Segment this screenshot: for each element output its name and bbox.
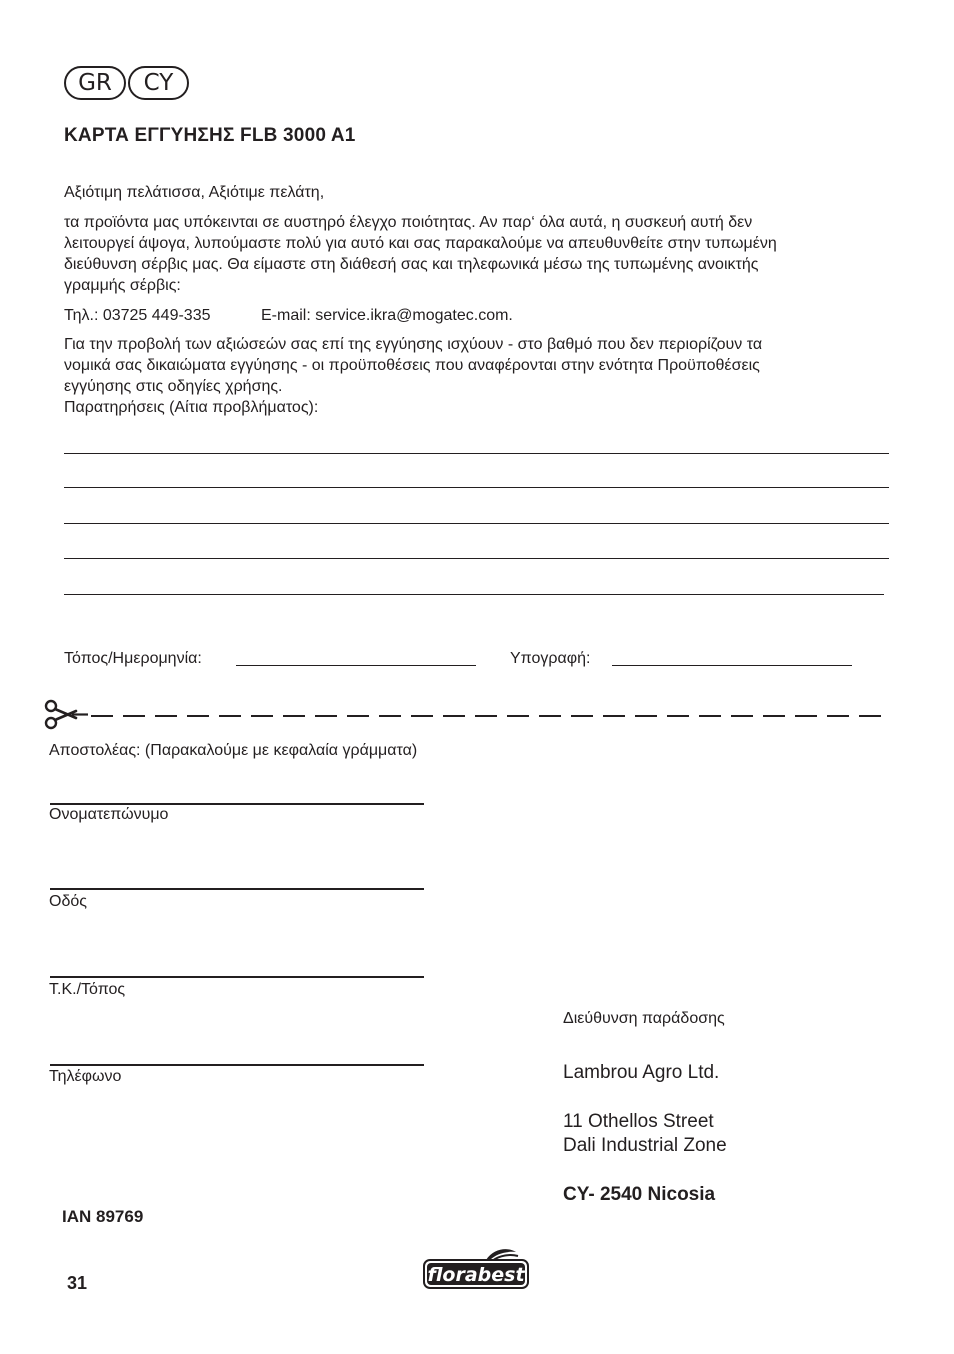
cut-line-dash <box>379 715 401 717</box>
intro-line: τα προϊόντα μας υπόκεινται σε αυστηρό έλεγχο ποιότητας. Αν παρ‘ όλα αυτά, η συσκευή αυτή δεν <box>64 214 753 231</box>
postal-city-label: Τ.Κ./Τόπος <box>49 981 126 998</box>
cut-line-dash <box>187 715 209 717</box>
street-field[interactable] <box>50 888 424 890</box>
cut-line-dash <box>219 715 241 717</box>
place-date-label: Τόπος/Ημερομηνία: <box>64 650 202 667</box>
cut-line-dash <box>123 715 145 717</box>
svg-text:florabest: florabest <box>427 1264 525 1286</box>
remarks-line[interactable] <box>64 487 889 488</box>
cut-line-dash <box>635 715 657 717</box>
cut-line-dash <box>91 715 113 717</box>
intro-line: γραμμής σέρβις: <box>64 277 181 294</box>
cut-line-dash <box>763 715 785 717</box>
cut-line-dash <box>571 715 593 717</box>
page-title: ΚΑΡΤΑ ΕΓΓΥΗΣΗΣ FLB 3000 A1 <box>64 125 356 146</box>
country-badge-cy: CY <box>128 66 189 100</box>
warranty-line: νομικά σας δικαιώματα εγγύησης - οι προϋποθέσεις που αναφέρονται στην ενότητα Προϋποθέσεις <box>64 357 760 374</box>
contact-email[interactable]: E-mail: service.ikra@mogatec.com. <box>261 307 513 324</box>
place-date-line[interactable] <box>236 665 476 666</box>
intro-line: διεύθυνση σέρβις μας. Θα είμαστε στη διάθεσή σας και τηλεφωνικά μέσω της τυπωμένης ανοικτής <box>64 256 759 273</box>
cut-line-dash <box>699 715 721 717</box>
cut-line-dash <box>827 715 849 717</box>
signature-label: Υπογραφή: <box>510 650 591 667</box>
scissors-icon <box>42 699 90 731</box>
delivery-city: CY- 2540 Nicosia <box>563 1184 716 1205</box>
cut-line-dash <box>475 715 497 717</box>
delivery-street: 11 Othellos Street <box>563 1111 714 1132</box>
remarks-label: Παρατηρήσεις (Αίτια προβλήματος): <box>64 399 319 416</box>
cut-line-dash <box>731 715 753 717</box>
intro-paragraph <box>64 212 894 296</box>
greeting-text: Αξιότιμη πελάτισσα, Αξιότιμε πελάτη, <box>64 184 325 201</box>
remarks-line[interactable] <box>64 558 889 559</box>
cut-line-dash <box>155 715 177 717</box>
warranty-paragraph <box>64 334 894 418</box>
street-label: Οδός <box>49 893 87 910</box>
cut-line-dash <box>507 715 529 717</box>
signature-line[interactable] <box>612 665 852 666</box>
remarks-line[interactable] <box>64 594 884 595</box>
florabest-logo <box>422 1246 530 1290</box>
cut-line-dash <box>283 715 305 717</box>
remarks-line[interactable] <box>64 453 889 454</box>
sender-label: Αποστολέας: (Παρακαλούμε με κεφαλαία γράμματα) <box>49 742 418 759</box>
contact-phone: Τηλ.: 03725 449-335 <box>64 307 211 324</box>
cut-line-dash <box>859 715 881 717</box>
phone-field[interactable] <box>50 1064 424 1066</box>
intro-line: λειτουργεί άψογα, λυπούμαστε πολύ για αυτό και σας παρακαλούμε να απευθυνθείτε στην τυπωμένη <box>64 235 777 252</box>
cut-line-dash <box>251 715 273 717</box>
phone-label: Τηλέφωνο <box>49 1068 122 1085</box>
full-name-label: Ονοματεπώνυμο <box>49 806 169 823</box>
delivery-zone: Dali Industrial Zone <box>563 1135 727 1156</box>
cut-line-dash <box>411 715 433 717</box>
warranty-line: Για την προβολή των αξιώσεών σας επί της εγγύησης ισχύουν - στο βαθμό που δεν περιορίζουν τα <box>64 336 763 353</box>
cut-line-dash <box>667 715 689 717</box>
cut-line-dash <box>443 715 465 717</box>
page-number: 31 <box>67 1273 88 1293</box>
delivery-company: Lambrou Agro Ltd. <box>563 1062 720 1083</box>
postal-city-field[interactable] <box>50 976 424 978</box>
cut-line-dash <box>603 715 625 717</box>
cut-line-dash <box>795 715 817 717</box>
country-badge-gr: GR <box>64 66 126 100</box>
ian-number: IAN 89769 <box>62 1207 144 1226</box>
full-name-field[interactable] <box>50 803 424 805</box>
cut-line-dash <box>539 715 561 717</box>
delivery-label: Διεύθυνση παράδοσης <box>563 1010 725 1027</box>
cut-line-dash <box>347 715 369 717</box>
warranty-line: εγγύησης στις οδηγίες χρήσης. <box>64 378 283 395</box>
remarks-line[interactable] <box>64 523 889 524</box>
cut-line-dash <box>315 715 337 717</box>
